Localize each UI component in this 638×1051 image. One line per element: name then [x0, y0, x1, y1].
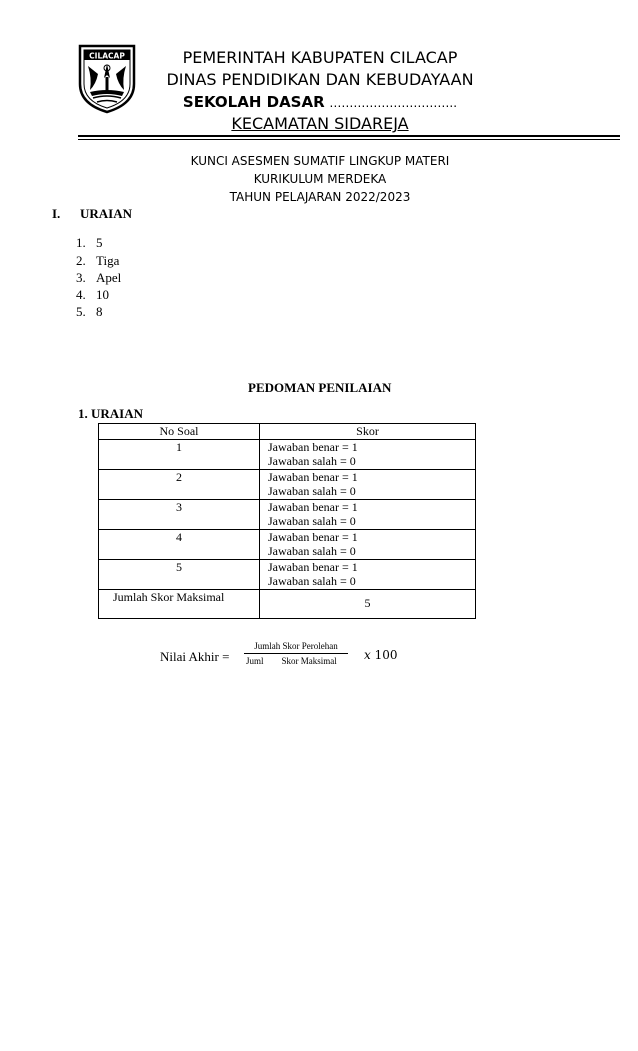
score-cell [260, 469, 476, 499]
document-curriculum: KURIKULUM MERDEKA [253, 172, 387, 186]
answer-text: 8 [96, 304, 103, 319]
multiplier-value: 100 [374, 648, 398, 662]
score-cell [260, 559, 476, 589]
answer-number: 4. [76, 287, 86, 302]
table-row [99, 469, 476, 499]
question-number: 5 [99, 559, 260, 589]
score-cell [260, 439, 476, 469]
answer-item [76, 253, 119, 269]
answer-item [76, 287, 109, 303]
answer-item [76, 235, 103, 251]
regency-crest-logo [78, 44, 136, 114]
score-wrong: Jawaban salah = 0 [268, 514, 356, 528]
answer-number: 5. [76, 304, 86, 319]
formula-denominator [244, 656, 348, 666]
answer-text: Tiga [96, 253, 120, 268]
header-department-line: DINAS PENDIDIKAN DAN KEBUDAYAAN [166, 70, 474, 89]
table-header-row [99, 424, 476, 440]
header-divider-thick [78, 135, 620, 137]
scoring-table [98, 423, 476, 619]
score-cell [260, 499, 476, 529]
answer-text: 5 [96, 235, 103, 250]
header-school-label: SEKOLAH DASAR [182, 93, 325, 111]
score-wrong: Jawaban salah = 0 [268, 544, 356, 558]
header-school-line [150, 93, 490, 111]
score-wrong: Jawaban salah = 0 [268, 574, 356, 588]
column-header-skor: Skor [260, 424, 476, 440]
score-correct: Jawaban benar = 1 [268, 469, 358, 484]
answer-item [76, 304, 103, 320]
header-divider-thin [78, 139, 620, 140]
answer-text: 10 [96, 287, 109, 302]
score-wrong: Jawaban salah = 0 [268, 454, 356, 468]
table-row [99, 529, 476, 559]
answer-number: 1. [76, 235, 86, 250]
header-district-line: KECAMATAN SIDAREJA [231, 114, 409, 133]
answer-text: Apel [96, 270, 122, 285]
formula-label: Nilai Akhir = [160, 649, 230, 664]
score-correct: Jawaban benar = 1 [268, 439, 358, 454]
formula-multiplier [364, 648, 398, 662]
header-government-line: PEMERINTAH KABUPATEN CILACAP [182, 48, 458, 67]
score-wrong: Jawaban salah = 0 [268, 484, 356, 498]
table-row [99, 559, 476, 589]
formula-numerator: Jumlah Skor Perolehan [254, 641, 338, 651]
table-row [99, 499, 476, 529]
logo-text: CILACAP [89, 51, 125, 61]
question-number: 4 [99, 529, 260, 559]
question-number: 2 [99, 469, 260, 499]
table-row [99, 439, 476, 469]
fraction-bar [244, 653, 348, 654]
question-number: 3 [99, 499, 260, 529]
times-symbol: x [364, 648, 371, 662]
score-correct: Jawaban benar = 1 [268, 499, 358, 514]
scoring-section-title: 1. URAIAN [78, 406, 143, 421]
score-correct: Jawaban benar = 1 [268, 559, 358, 574]
question-number: 1 [99, 439, 260, 469]
answer-number: 3. [76, 270, 86, 285]
score-cell [260, 529, 476, 559]
table-total-row [99, 589, 476, 618]
scoring-guide-title: PEDOMAN PENILAIAN [248, 380, 392, 395]
total-score-value: 5 [260, 589, 476, 618]
section-title: URAIAN [80, 206, 132, 221]
score-correct: Jawaban benar = 1 [268, 529, 358, 544]
formula-fraction [244, 641, 348, 666]
column-header-no-soal: No Soal [99, 424, 260, 440]
header-school-dots: ………………………….. [329, 96, 458, 110]
section-number: I. [52, 206, 61, 221]
answer-number: 2. [76, 253, 86, 268]
denominator-part-b: Skor Maksimal [281, 656, 337, 666]
answer-item [76, 270, 121, 286]
document-title: KUNCI ASESMEN SUMATIF LINGKUP MATERI [190, 154, 450, 168]
total-score-label: Jumlah Skor Maksimal [99, 589, 260, 618]
denominator-part-a: Juml [246, 656, 264, 666]
document-school-year: TAHUN PELAJARAN 2022/2023 [229, 190, 411, 204]
